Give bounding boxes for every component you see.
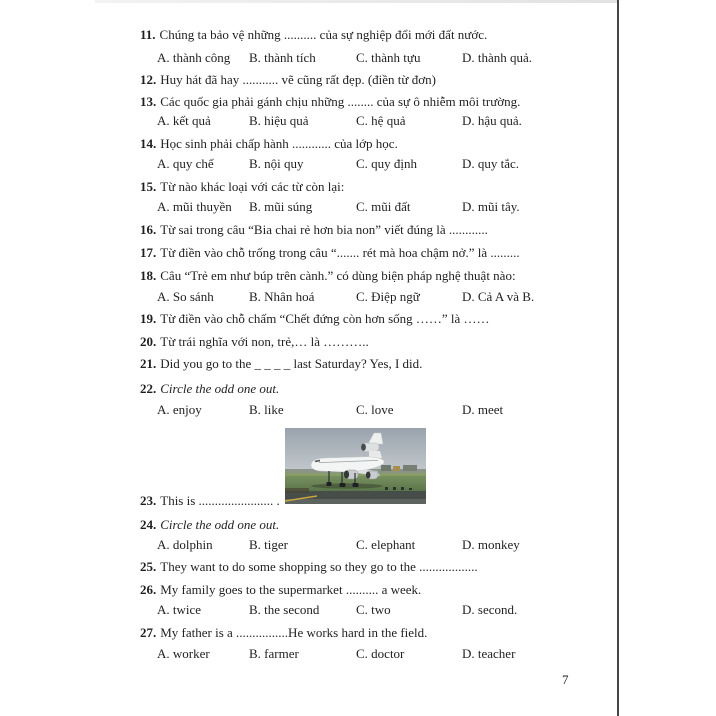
question-11 (140, 27, 487, 43)
question-21 (140, 356, 422, 372)
option-d: D. monkey (462, 537, 520, 552)
option-a: A. quy chế (157, 156, 214, 171)
option-b: B. farmer (249, 646, 299, 661)
question-27-options (0, 646, 716, 664)
question-15-options (0, 199, 716, 217)
airplane-photo (285, 428, 426, 504)
option-a: A. thành công (157, 50, 231, 65)
option-d: D. hậu quả. (462, 113, 522, 128)
question-15 (140, 179, 344, 195)
question-24-number: 24. (140, 517, 157, 532)
question-22-number: 22. (140, 381, 157, 396)
question-22 (140, 381, 279, 397)
question-27 (140, 625, 427, 641)
question-23-number: 23. (140, 493, 157, 508)
option-d: D. Cả A và B. (462, 289, 535, 304)
question-11-number: 11. (140, 27, 156, 42)
question-24 (140, 517, 279, 533)
question-13-text: Các quốc gia phải gánh chịu những ........ của sự ô nhiễm môi trường. (160, 94, 521, 109)
question-26 (140, 582, 421, 598)
question-13 (140, 94, 520, 110)
option-d: D. mũi tây. (462, 199, 520, 214)
option-b: B. nội quy (249, 156, 304, 171)
question-23-text: This is ....................... . (160, 493, 280, 508)
question-16-number: 16. (140, 222, 157, 237)
option-b: B. like (249, 402, 284, 417)
question-12-number: 12. (140, 72, 157, 87)
question-14 (140, 136, 398, 152)
question-21-number: 21. (140, 356, 157, 371)
question-17-text: Từ điền vào chỗ trống trong câu “....... rét mà hoa chậm nở.” là ......... (160, 245, 520, 260)
option-c: C. thành tựu (356, 50, 421, 65)
option-d: D. second. (462, 602, 518, 617)
question-16-text: Từ sai trong câu “Bia chai rẻ hơn bia non” viết đúng là ............ (160, 222, 488, 237)
question-25-text: They want to do some shopping so they go to the .................. (160, 559, 478, 574)
question-22-text: Circle the odd one out. (160, 381, 280, 396)
question-19 (140, 311, 490, 327)
option-a: A. enjoy (157, 402, 202, 417)
question-21-text: Did you go to the _ _ _ _ last Saturday? Yes, I did. (160, 356, 423, 371)
question-11-options (0, 50, 716, 68)
question-27-number: 27. (140, 625, 157, 640)
question-13-number: 13. (140, 94, 157, 109)
question-26-number: 26. (140, 582, 157, 597)
question-12-text: Huy hát đã hay ........... vẽ cũng rất đẹp. (điền từ đơn) (160, 72, 436, 87)
question-20 (140, 334, 369, 350)
question-15-number: 15. (140, 179, 157, 194)
option-a: A. mũi thuyền (157, 199, 232, 214)
question-14-number: 14. (140, 136, 157, 151)
question-25 (140, 559, 478, 575)
question-18-text: Câu “Trẻ em như búp trên cành.” có dùng biện pháp nghệ thuật nào: (160, 268, 516, 283)
question-11-text: Chúng ta bảo vệ những .......... của sự nghiệp đổi mới đất nước. (159, 27, 488, 42)
question-26-text: My family goes to the supermarket .......... a week. (160, 582, 422, 597)
question-19-number: 19. (140, 311, 157, 326)
option-b: B. thành tích (249, 50, 316, 65)
question-13-options (0, 113, 716, 131)
question-14-options (0, 156, 716, 174)
option-c: C. love (356, 402, 394, 417)
question-14-text: Học sinh phải chấp hành ............ của lớp học. (160, 136, 398, 151)
question-25-number: 25. (140, 559, 157, 574)
question-18 (140, 268, 516, 284)
question-27-text: My father is a ................He works hard in the field. (160, 625, 428, 640)
question-17 (140, 245, 520, 261)
option-d: D. meet (462, 402, 504, 417)
question-17-number: 17. (140, 245, 157, 260)
option-c: C. elephant (356, 537, 416, 552)
question-20-text: Từ trái nghĩa với non, trẻ,… là ……….. (160, 334, 369, 349)
option-c: C. Điệp ngữ (356, 289, 420, 304)
option-b: B. Nhân hoá (249, 289, 315, 304)
option-d: D. quy tắc. (462, 156, 520, 171)
scan-top-edge-shadow (95, 0, 617, 3)
question-19-text: Từ điền vào chỗ chấm “Chết đứng còn hơn sống ……” là …… (160, 311, 490, 326)
question-20-number: 20. (140, 334, 157, 349)
page-number: 7 (562, 672, 569, 687)
option-a: A. worker (157, 646, 210, 661)
question-23 (140, 493, 280, 509)
option-b: B. the second (249, 602, 320, 617)
option-c: C. two (356, 602, 391, 617)
option-b: B. hiệu quả (249, 113, 309, 128)
option-b: B. tiger (249, 537, 288, 552)
option-b: B. mũi súng (249, 199, 313, 214)
question-24-text: Circle the odd one out. (160, 517, 280, 532)
option-d: D. teacher (462, 646, 516, 661)
option-a: A. So sánh (157, 289, 214, 304)
option-c: C. mũi đất (356, 199, 411, 214)
option-d: D. thành quả. (462, 50, 533, 65)
question-12 (140, 72, 436, 88)
option-c: C. quy định (356, 156, 418, 171)
question-15-text: Từ nào khác loại với các từ còn lại: (160, 179, 345, 194)
question-26-options (0, 602, 716, 620)
question-24-options (0, 537, 716, 555)
option-a: A. kết quả (157, 113, 211, 128)
question-16 (140, 222, 488, 238)
option-c: C. doctor (356, 646, 405, 661)
option-a: A. dolphin (157, 537, 213, 552)
question-18-number: 18. (140, 268, 157, 283)
question-18-options (0, 289, 716, 307)
option-a: A. twice (157, 602, 202, 617)
question-22-options (0, 402, 716, 420)
option-c: C. hệ quả (356, 113, 406, 128)
